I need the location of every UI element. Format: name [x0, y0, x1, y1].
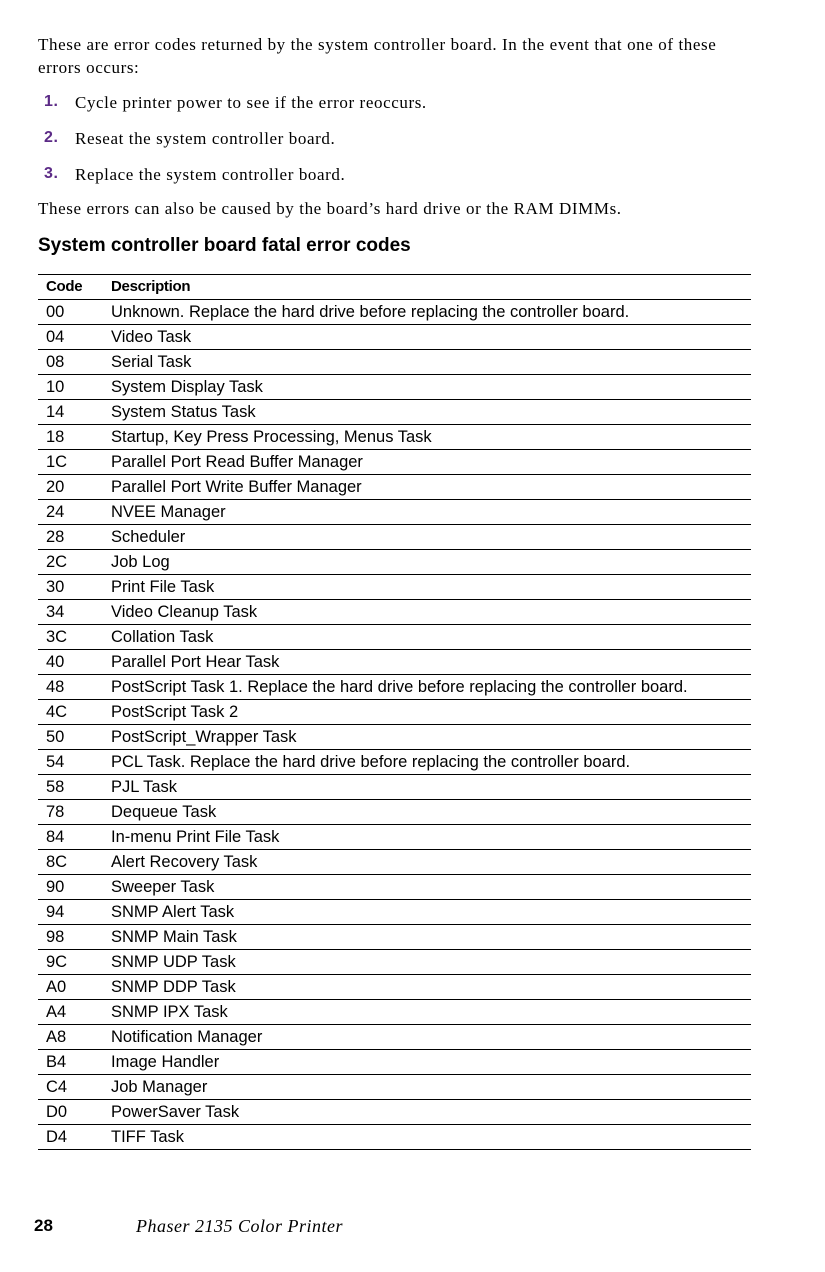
error-description-cell: Parallel Port Write Buffer Manager: [111, 478, 362, 496]
error-description-cell: Dequeue Task: [111, 803, 217, 821]
error-code-cell: 78: [46, 803, 65, 821]
error-description-cell: System Status Task: [111, 403, 256, 421]
page-number: 28: [34, 1216, 53, 1235]
error-description-cell: SNMP DDP Task: [111, 978, 236, 996]
table-row: [38, 800, 751, 825]
error-code-cell: 14: [46, 403, 65, 421]
error-description-cell: Job Log: [111, 553, 170, 571]
table-row: [38, 450, 751, 475]
error-description-cell: Alert Recovery Task: [111, 853, 258, 871]
error-description-cell: SNMP UDP Task: [111, 953, 236, 971]
error-code-cell: D0: [46, 1103, 68, 1121]
error-description-cell: PJL Task: [111, 778, 178, 796]
error-code-cell: 48: [46, 678, 65, 696]
error-description-cell: Serial Task: [111, 353, 192, 371]
error-description-cell: Collation Task: [111, 628, 214, 646]
error-description-cell: Job Manager: [111, 1078, 208, 1096]
error-description-cell: NVEE Manager: [111, 503, 226, 521]
table-row: [38, 375, 751, 400]
page-footer: [34, 1216, 774, 1240]
error-description-cell: TIFF Task: [111, 1128, 185, 1146]
error-description-cell: Video Task: [111, 328, 192, 346]
error-code-cell: D4: [46, 1128, 68, 1146]
error-code-cell: 00: [46, 303, 65, 321]
error-description-cell: Notification Manager: [111, 1028, 263, 1046]
table-row: [38, 725, 751, 750]
table-row: [38, 1075, 751, 1100]
table-row: [38, 1000, 751, 1025]
error-code-cell: 28: [46, 528, 65, 546]
step-text: Replace the system controller board.: [75, 165, 346, 184]
table-row: [38, 500, 751, 525]
outro-paragraph: These errors can also be caused by the board’s hard drive or the RAM DIMMs.: [38, 199, 622, 218]
table-row: [38, 675, 751, 700]
table-row: [38, 625, 751, 650]
table-row: [38, 1025, 751, 1050]
error-description-cell: Video Cleanup Task: [111, 603, 258, 621]
error-code-cell: 08: [46, 353, 65, 371]
step-text: Cycle printer power to see if the error reoccurs.: [75, 93, 427, 112]
intro-paragraph: These are error codes returned by the system controller board. In the event that one of these errors occurs:: [38, 35, 717, 77]
table-row: [38, 925, 751, 950]
error-code-cell: 58: [46, 778, 65, 796]
table-row: [38, 775, 751, 800]
error-code-cell: 10: [46, 378, 65, 396]
error-description-cell: System Display Task: [111, 378, 263, 396]
table-row: [38, 425, 751, 450]
error-code-cell: A4: [46, 1003, 67, 1021]
error-description-cell: PostScript Task 2: [111, 703, 239, 721]
table-row: [38, 1125, 751, 1150]
error-code-cell: 40: [46, 653, 65, 671]
error-description-cell: Unknown. Replace the hard drive before replacing the controller board.: [111, 303, 630, 321]
error-code-cell: 4C: [46, 703, 68, 721]
table-row: [38, 575, 751, 600]
error-description-cell: Print File Task: [111, 578, 215, 596]
error-code-cell: 20: [46, 478, 65, 496]
error-code-cell: B4: [46, 1053, 67, 1071]
error-description-cell: SNMP Alert Task: [111, 903, 235, 921]
table-row: [38, 650, 751, 675]
table-row: [38, 750, 751, 775]
error-code-cell: 84: [46, 828, 65, 846]
error-description-cell: PostScript_Wrapper Task: [111, 728, 297, 746]
table-row: [38, 325, 751, 350]
table-row: [38, 1050, 751, 1075]
error-description-cell: In-menu Print File Task: [111, 828, 280, 846]
step-number: 1.: [44, 93, 59, 110]
error-code-cell: 1C: [46, 453, 68, 471]
error-description-cell: SNMP Main Task: [111, 928, 237, 946]
error-code-cell: 9C: [46, 953, 68, 971]
table-row: [38, 950, 751, 975]
error-code-cell: 94: [46, 903, 65, 921]
error-description-cell: PostScript Task 1. Replace the hard drive before replacing the controller board.: [111, 678, 688, 696]
error-description-cell: Image Handler: [111, 1053, 220, 1071]
error-code-cell: 24: [46, 503, 65, 521]
table-body: [38, 300, 751, 1150]
error-description-cell: PowerSaver Task: [111, 1103, 240, 1121]
table-row: [38, 475, 751, 500]
table-row: [38, 400, 751, 425]
header-code: Code: [46, 278, 83, 295]
table-row: [38, 1100, 751, 1125]
error-description-cell: Parallel Port Read Buffer Manager: [111, 453, 363, 471]
error-code-cell: 30: [46, 578, 65, 596]
error-description-cell: Startup, Key Press Processing, Menus Task: [111, 428, 432, 446]
table-row: [38, 875, 751, 900]
error-code-cell: 2C: [46, 553, 68, 571]
error-code-cell: 54: [46, 753, 65, 771]
step-number: 3.: [44, 165, 59, 182]
section-title: System controller board fatal error codes: [38, 235, 411, 256]
error-code-cell: A8: [46, 1028, 67, 1046]
table-row: [38, 850, 751, 875]
error-code-cell: C4: [46, 1078, 68, 1096]
table-row: [38, 975, 751, 1000]
error-description-cell: Scheduler: [111, 528, 186, 546]
header-description: Description: [111, 278, 191, 295]
error-code-cell: 34: [46, 603, 65, 621]
error-code-cell: 04: [46, 328, 65, 346]
step-number: 2.: [44, 129, 59, 146]
table-row: [38, 825, 751, 850]
error-description-cell: SNMP IPX Task: [111, 1003, 228, 1021]
table-header-row: [38, 275, 751, 300]
error-code-cell: 18: [46, 428, 65, 446]
error-code-cell: 90: [46, 878, 65, 896]
step-text: Reseat the system controller board.: [75, 129, 336, 148]
table-row: [38, 525, 751, 550]
book-title: Phaser 2135 Color Printer: [136, 1216, 344, 1236]
error-code-cell: A0: [46, 978, 67, 996]
error-code-cell: 8C: [46, 853, 68, 871]
table-row: [38, 600, 751, 625]
table-row: [38, 900, 751, 925]
error-code-cell: 98: [46, 928, 65, 946]
table-row: [38, 550, 751, 575]
table-row: [38, 700, 751, 725]
error-description-cell: Parallel Port Hear Task: [111, 653, 280, 671]
error-description-cell: PCL Task. Replace the hard drive before replacing the controller board.: [111, 753, 631, 771]
error-codes-table: [38, 274, 751, 1150]
error-code-cell: 3C: [46, 628, 68, 646]
error-description-cell: Sweeper Task: [111, 878, 215, 896]
table-row: [38, 300, 751, 325]
table-row: [38, 350, 751, 375]
error-code-cell: 50: [46, 728, 65, 746]
